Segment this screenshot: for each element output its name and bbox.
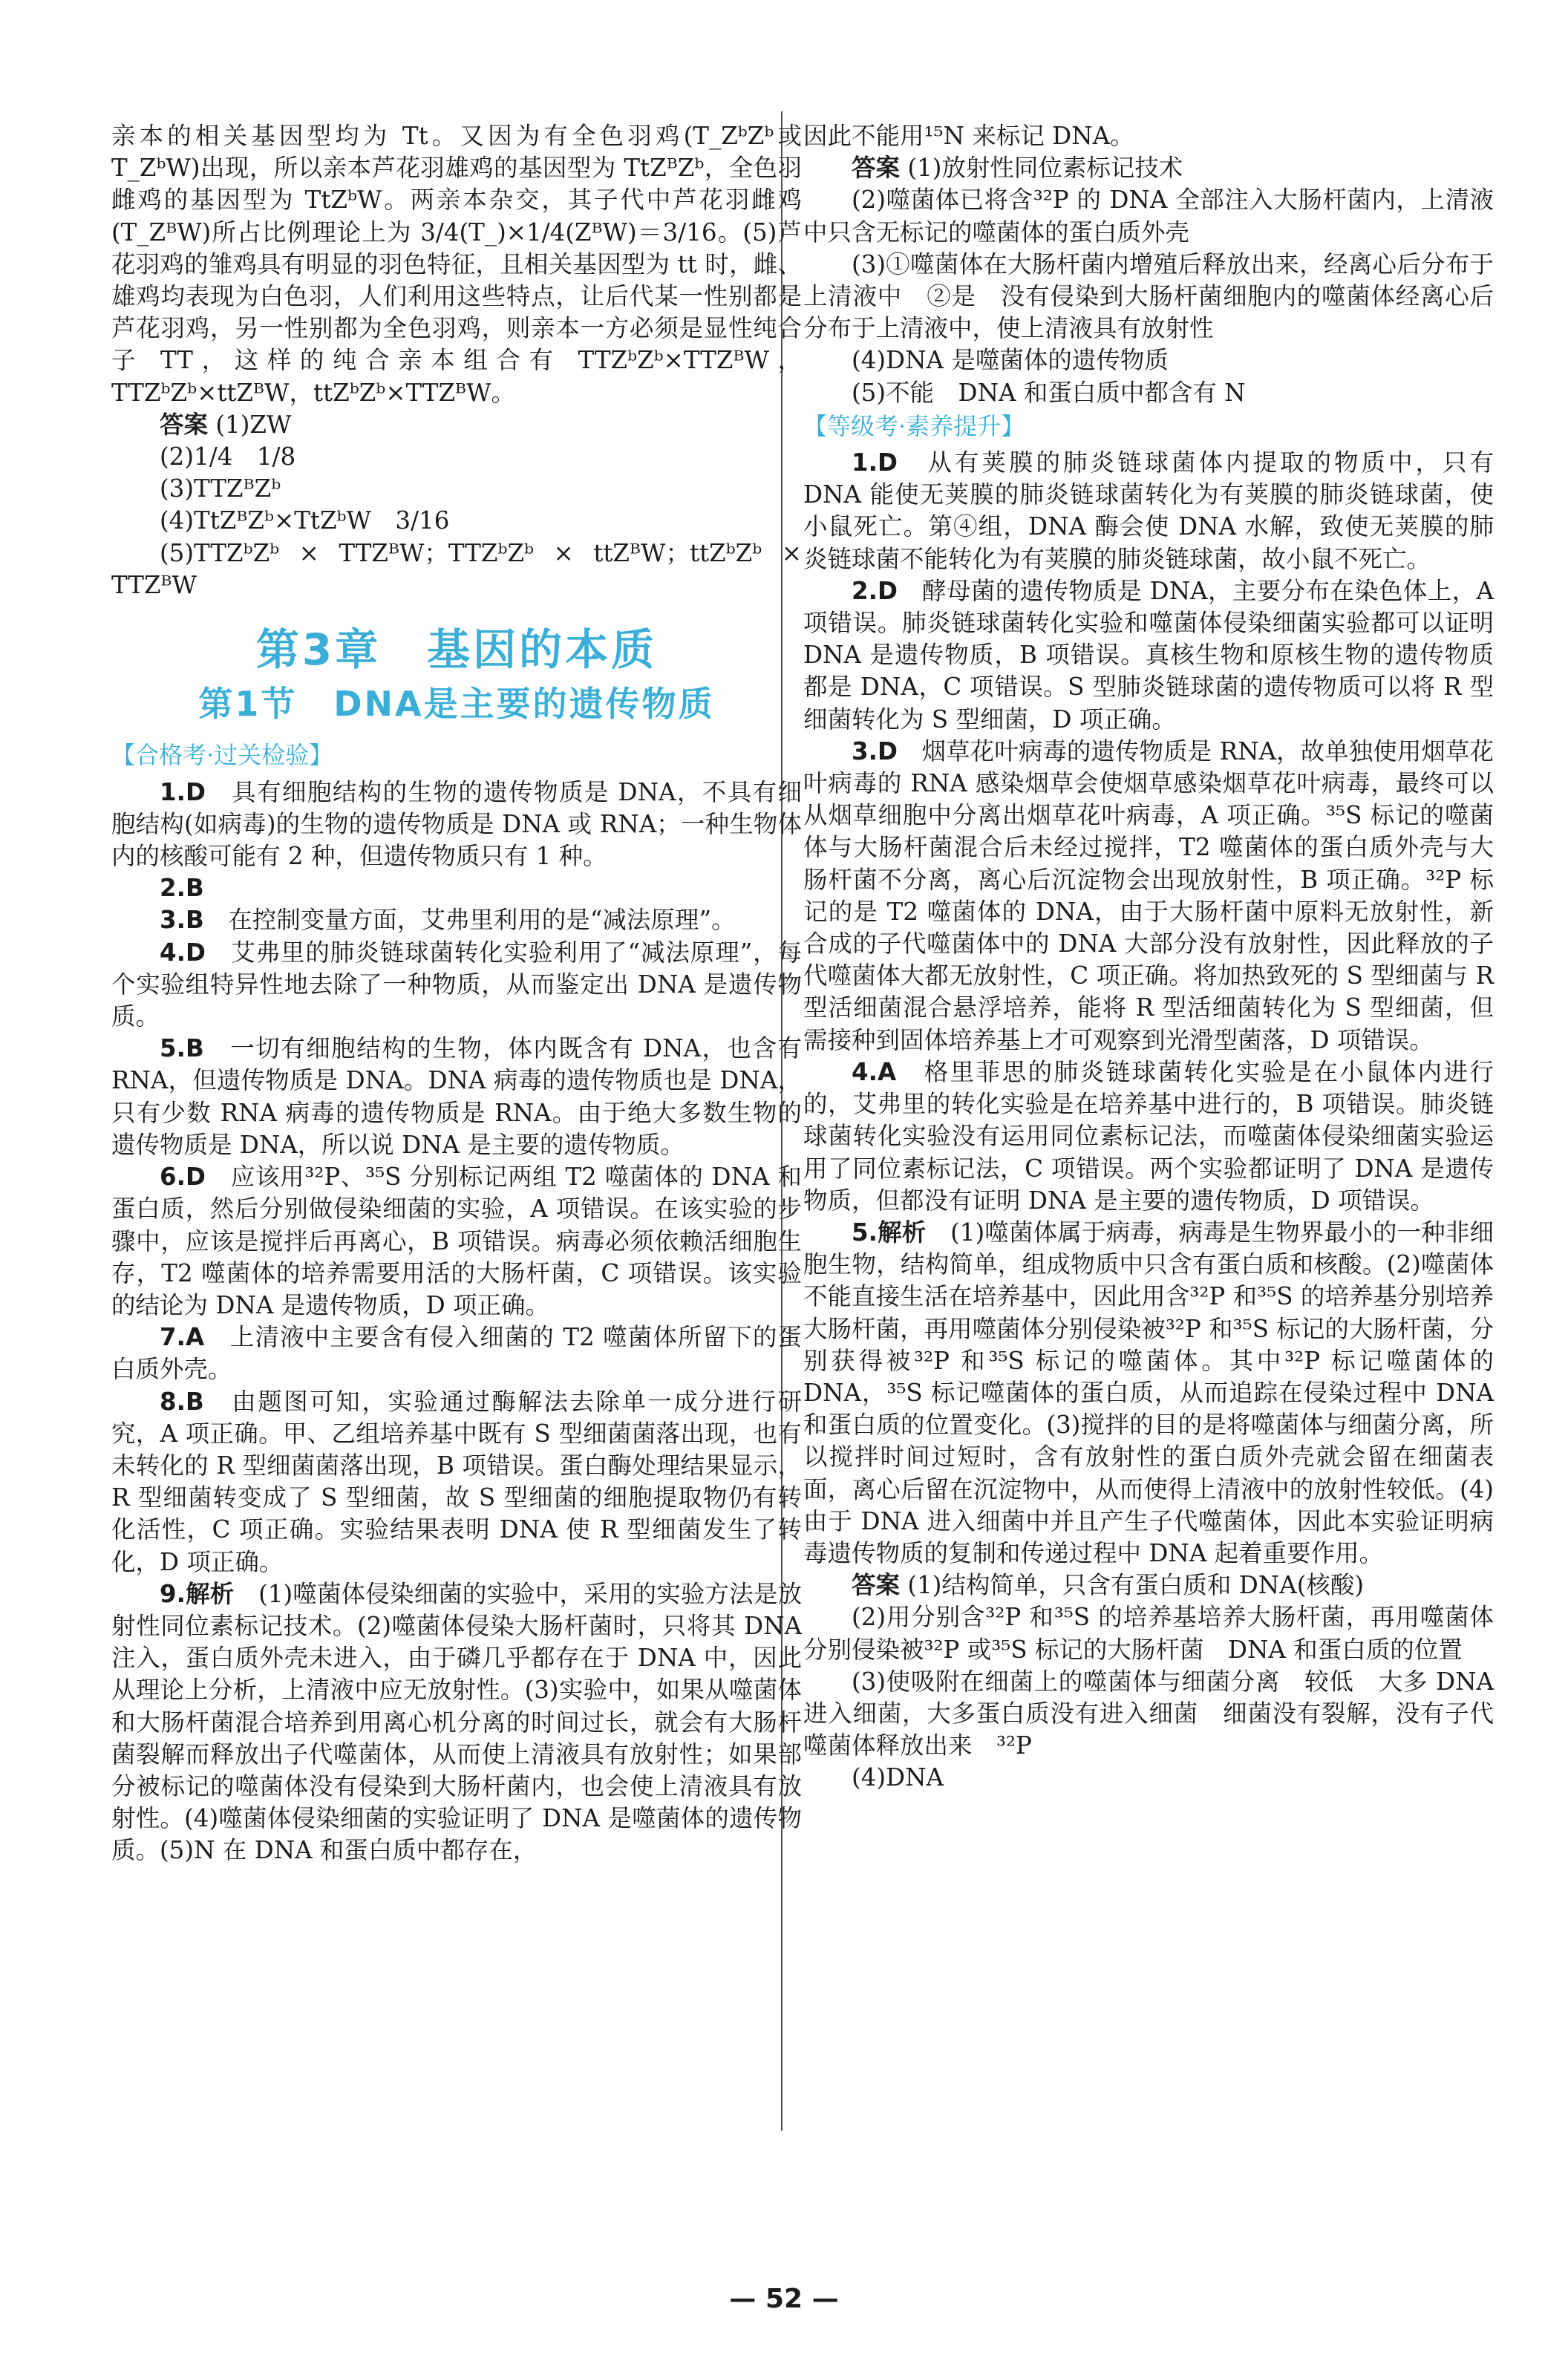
item-text: 格里菲思的肺炎链球菌转化实验是在小鼠体内进行的，艾弗里的转化实验是在培养基中进行的，B 项错误。肺炎链球菌转化实验没有运用同位素标记法，而噬菌体侵染细菌实验运用了同位素标记法，C 项错误。两个实验都证明了 DNA 是遗传物质，但都没有证明 DNA 是主要的遗传物质，D 项错误。 <box>803 1057 1494 1215</box>
question-item <box>803 575 1494 736</box>
item-answer: D <box>877 736 898 765</box>
section-title: 第1节 DNA是主要的遗传物质 <box>198 684 715 725</box>
item-number: 1. <box>852 448 878 477</box>
continued-text: 因此不能用¹⁵N 来标记 DNA。 <box>803 122 1134 150</box>
question-item <box>111 1033 802 1161</box>
item-text: 由题图可知，实验通过酶解法去除单一成分进行研究，A 项正确。甲、乙组培养基中既有 S 型细菌菌落出现，也有未转化的 R 型细菌菌落出现，B 项错误。蛋白酶处理结果显示，R 型细菌转变成了 S 型细菌，故 S 型细菌的细胞提取物仍有转化活性，C 项正确。实验结果表明 DNA 使 R 型细菌发生了转化，D 项正确。 <box>111 1387 802 1576</box>
answer-line: (4)DNA <box>852 1763 944 1792</box>
item-text: 一切有细胞结构的生物，体内既含有 DNA，也含有 RNA，但遗传物质是 DNA。DNA 病毒的遗传物质也是 DNA，只有少数 RNA 病毒的遗传物质是 RNA。由于绝大多数生物的遗传物质是 DNA，所以说 DNA 是主要的遗传物质。 <box>111 1034 802 1159</box>
item-text: 烟草花叶病毒的遗传物质是 RNA，故单独使用烟草花叶病毒的 RNA 感染烟草会使烟草感染烟草花叶病毒，最终可以从烟草细胞中分离出烟草花叶病毒，A 项正确。³⁵S 标记的噬菌体与大肠杆菌混合后未经过搅拌，T2 噬菌体的蛋白质外壳与大肠杆菌不分离，离心后沉淀物会出现放射性，B 项正确。³²P 标记的是 T2 噬菌体的 DNA，由于大肠杆菌中原料无放射性，新合成的子代噬菌体中的 DNA 大部分没有放射性，因此释放的子代噬菌体大都无放射性，C 项正确。将加热致死的 S 型细菌与 R 型活细菌混合悬浮培养，能将 R 型活细菌转化为 S 型细菌，但需接种到固体培养基上才可观察到光滑型菌落，D 项错误。 <box>803 736 1494 1054</box>
section-tag: 【合格考·过关检验】 <box>111 741 333 770</box>
question-item <box>803 447 1494 575</box>
answer-block <box>803 152 1494 184</box>
item-number: 6. <box>160 1163 186 1192</box>
page-number: — 52 — <box>729 2284 839 2314</box>
answer-label: 答案 <box>852 154 901 183</box>
item-number: 5. <box>852 1218 878 1247</box>
item-text: (1)噬菌体属于病毒，病毒是生物界最小的一种非细胞生物，结构简单，组成物质中只含有蛋白质和核酸。(2)噬菌体不能直接生活在培养基中，因此用含³²P 和³⁵S 的培养基分别培养大肠杆菌，再用噬菌体分别侵染被³²P 和³⁵S 标记的大肠杆菌，分别获得被³²P 和³⁵S 标记的噬菌体。其中³²P 标记噬菌体的 DNA，³⁵S 标记噬菌体的蛋白质，从而追踪在侵染过程中 DNA 和蛋白质的位置变化。(3)搅拌的目的是将噬菌体与细菌分离，所以搅拌时间过短时，含有放射性的蛋白质外壳就会留在细菌表面，离心后留在沉淀物中，从而使得上清液中的放射性较低。(4)由于 DNA 进入细菌中并且产生子代噬菌体，因此本实验证明病毒遗传物质的复制和传递过程中 DNA 起着重要作用。 <box>803 1218 1494 1567</box>
answer-line: (4)TtZᴮZᵇ×TtZᵇW 3/16 <box>160 506 450 535</box>
item-answer: D <box>877 576 898 605</box>
answer-label: 答案 <box>852 1571 901 1600</box>
item-number: 8. <box>160 1387 186 1416</box>
item-text: 具有细胞结构的生物的遗传物质是 DNA，不具有细胞结构(如病毒)的生物的遗传物质是 DNA 或 RNA；一种生物体内的核酸可能有 2 种，但遗传物质只有 1 种。 <box>111 777 802 871</box>
item-text: 上清液中主要含有侵入细菌的 T2 噬菌体所留下的蛋白质外壳。 <box>111 1323 802 1384</box>
answer-line: (2)1/4 1/8 <box>160 442 296 471</box>
question-item <box>111 1322 802 1385</box>
question-item <box>111 937 802 1033</box>
item-answer: B <box>185 1034 204 1063</box>
answer-line: (5)不能 DNA 和蛋白质中都含有 N <box>852 378 1246 407</box>
item-answer: D <box>185 1163 206 1192</box>
item-text: 酵母菌的遗传物质是 DNA，主要分布在染色体上，A 项错误。肺炎链球菌转化实验和噬菌体侵染细菌实验都可以证明 DNA 是遗传物质，B 项错误。真核生物和原核生物的遗传物质都是 DNA，C 项错误。S 型肺炎链球菌的遗传物质可以将 R 型细菌转化为 S 型细菌，D 项正确。 <box>803 576 1494 734</box>
item-number: 4. <box>852 1057 878 1086</box>
answer-block <box>803 1570 1494 1601</box>
item-text: 从有荚膜的肺炎链球菌体内提取的物质中，只有 DNA 能使无荚膜的肺炎链球菌转化为有荚膜的肺炎链球菌，使小鼠死亡。第④组，DNA 酶会使 DNA 水解，致使无荚膜的肺炎链球菌不能转化为有荚膜的肺炎链球菌，故小鼠不死亡。 <box>803 448 1494 573</box>
answer-line: (5)TTZᵇZᵇ × TTZᴮW；TTZᵇZᵇ × ttZᴮW；ttZᵇZᵇ × TTZᴮW <box>111 538 802 599</box>
answer-line: (3)TTZᴮZᵇ <box>160 474 281 503</box>
question-item <box>111 1578 802 1867</box>
intro-paragraph: 亲本的相关基因型均为 Tt。又因为有全色羽鸡(T_ZᵇZᵇ或 T_ZᵇW)出现，所以亲本芦花羽雄鸡的基因型为 TtZᴮZᵇ，全色羽雌鸡的基因型为 TtZᵇW。两亲本杂交，其子代中芦花羽雌鸡(T_ZᴮW)所占比例理论上为 3/4(T_)×1/4(ZᴮW)＝3/16。(5)芦花羽鸡的雏鸡具有明显的羽色特征，且相关基因型为 tt 时，雌、雄鸡均表现为白色羽，人们利用这些特点，让后代某一性别都是芦花羽鸡，另一性别都为全色羽鸡，则亲本一方必须是显性纯合子 TT，这样的纯合亲本组合有 TTZᵇZᵇ×TTZᴮW，TTZᵇZᵇ×ttZᴮW，ttZᵇZᵇ×TTZᴮW。 <box>111 122 802 407</box>
item-answer: D <box>185 938 206 967</box>
item-number: 5. <box>160 1034 186 1063</box>
item-answer: 解析 <box>877 1218 927 1247</box>
answer-line: (2)用分别含³²P 和³⁵S 的培养基培养大肠杆菌，再用噬菌体分别侵染被³²P 或³⁵S 标记的大肠杆菌 DNA 和蛋白质的位置 <box>803 1603 1494 1664</box>
item-number: 9. <box>160 1579 186 1608</box>
question-item <box>111 872 802 904</box>
question-item <box>803 736 1494 1056</box>
item-answer: D <box>877 448 898 477</box>
section-tag: 【等级考·素养提升】 <box>803 411 1025 440</box>
question-item <box>803 1217 1494 1570</box>
answer-line: (1)ZW <box>215 410 292 439</box>
item-answer: B <box>185 1387 204 1416</box>
item-number: 2. <box>852 576 878 605</box>
item-number: 3. <box>160 906 186 935</box>
answer-line: (3)①噬菌体在大肠杆菌内增殖后释放出来，经离心后分布于上清液中 ②是 没有侵染到大肠杆菌细胞内的噬菌体经离心后分布于上清液中，使上清液具有放射性 <box>803 249 1494 343</box>
item-number: 7. <box>160 1323 186 1352</box>
question-item <box>803 1056 1494 1217</box>
item-text: 在控制变量方面，艾弗里利用的是“减法原理”。 <box>203 906 736 935</box>
question-item <box>111 1386 802 1578</box>
item-text: 艾弗里的肺炎链球菌转化实验利用了“减法原理”，每个实验组特异性地去除了一种物质，从而鉴定出 DNA 是遗传物质。 <box>111 938 802 1031</box>
chapter-title: 第3章 基因的本质 <box>255 624 658 676</box>
item-answer: B <box>185 906 204 935</box>
item-answer: A <box>877 1057 897 1086</box>
item-text: (1)噬菌体侵染细菌的实验中，采用的实验方法是放射性同位素标记技术。(2)噬菌体侵染大肠杆菌时，只将其 DNA 注入，蛋白质外壳未进入，由于磷几乎都存在于 DNA 中，因此从理论上分析，上清液中应无放射性。(3)实验中，如果从噬菌体和大肠杆菌混合培养到用离心机分离的时间过长，就会有大肠杆菌裂解而释放出子代噬菌体，从而使上清液具有放射性；如果部分被标记的噬菌体没有侵染到大肠杆菌内，也会使上清液具有放射性。(4)噬菌体侵染细菌的实验证明了 DNA 是噬菌体的遗传物质。(5)N 在 DNA 和蛋白质中都存在， <box>111 1579 802 1865</box>
question-item <box>111 1161 802 1322</box>
answer-line: (4)DNA 是噬菌体的遗传物质 <box>852 346 1169 375</box>
answer-line: (1)放射性同位素标记技术 <box>907 154 1183 183</box>
answer-line: (3)使吸附在细菌上的噬菌体与细菌分离 较低 大多 DNA 进入细菌，大多蛋白质没有进入细菌 细菌没有裂解，没有子代噬菌体释放出来 ³²P <box>803 1667 1494 1760</box>
answer-label: 答案 <box>160 410 209 439</box>
answer-line: (2)噬菌体已将含³²P 的 DNA 全部注入大肠杆菌内，上清液中只含无标记的噬菌体的蛋白质外壳 <box>803 186 1494 246</box>
item-number: 2. <box>160 874 186 903</box>
item-number: 1. <box>160 777 186 806</box>
right-column <box>803 120 1494 1794</box>
item-answer: B <box>185 874 204 903</box>
item-number: 3. <box>852 736 878 765</box>
item-answer: 解析 <box>185 1579 235 1608</box>
item-number: 4. <box>160 938 186 967</box>
item-text: 应该用³²P、³⁵S 分别标记两组 T2 噬菌体的 DNA 和蛋白质，然后分别做侵染细菌的实验，A 项错误。在该实验的步骤中，应该是搅拌后再离心，B 项错误。病毒必须依赖活细胞生存，T2 噬菌体的培养需要用活的大肠杆菌，C 项错误。该实验的结论为 DNA 是遗传物质，D 项正确。 <box>111 1163 802 1319</box>
question-item <box>111 777 802 873</box>
answer-block <box>111 409 802 441</box>
item-answer: D <box>185 777 206 806</box>
question-item <box>111 904 802 936</box>
answer-line: (1)结构简单，只含有蛋白质和 DNA(核酸) <box>907 1571 1365 1600</box>
left-column <box>111 120 802 1867</box>
item-answer: A <box>185 1323 205 1352</box>
